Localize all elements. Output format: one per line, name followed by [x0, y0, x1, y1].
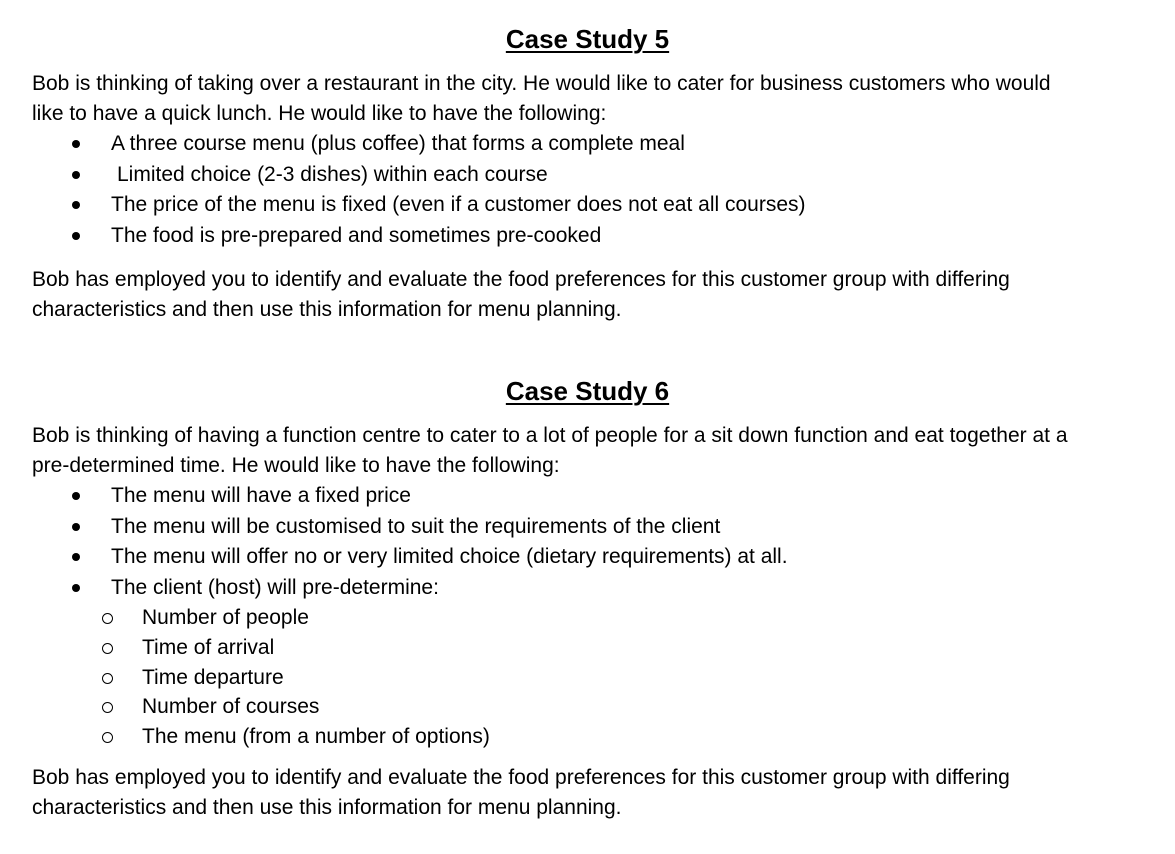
sub-bullet-text: Number of courses [142, 695, 320, 719]
case-study-6-closing-line-2: characteristics and then use this information for menu planning. [32, 795, 622, 819]
sub-bullet-text: Number of people [142, 606, 309, 629]
bullet-text: The price of the menu is fixed (even if a customer does not eat all courses) [111, 193, 806, 217]
circle-bullet-icon [102, 702, 113, 713]
sub-bullet-text: The menu (from a number of options) [142, 725, 490, 749]
bullet-text: A three course menu (plus coffee) that forms a complete meal [111, 132, 685, 155]
bullet-text: The menu will be customised to suit the requirements of the client [111, 514, 721, 538]
circle-bullet-icon [102, 732, 113, 743]
circle-bullet-icon [102, 613, 113, 624]
case-study-6-closing-line-1: Bob has employed you to identify and evaluate the food preferences for this customer group with differing [32, 766, 1010, 789]
bullet-icon [72, 553, 80, 561]
case-study-6-intro-line-2: pre-determined time. He would like to have the following: [32, 453, 560, 477]
case-study-6-intro-line-1: Bob is thinking of having a function centre to cater to a lot of people for a sit down function and eat together at a [32, 424, 1068, 447]
bullet-text: Limited choice (2-3 dishes) within each course [117, 162, 548, 186]
bullet-text: The food is pre-prepared and sometimes pre-cooked [111, 224, 602, 248]
bullet-text: The menu will have a fixed price [111, 484, 411, 507]
bullet-text: The menu will offer no or very limited choice (dietary requirements) at all. [111, 545, 788, 569]
circle-bullet-icon [102, 673, 113, 684]
bullet-icon [72, 232, 80, 240]
bullet-text: The client (host) will pre-determine: [111, 576, 439, 600]
sub-bullet-text: Time of arrival [142, 635, 275, 659]
case-study-6-title: Case Study 6 [505, 376, 670, 406]
case-study-5-intro [32, 69, 1162, 128]
sub-bullet-text: Time departure [142, 665, 284, 689]
bullet-icon [72, 140, 80, 148]
case-study-5-title: Case Study 5 [505, 24, 670, 54]
case-study-6-closing [32, 763, 1162, 822]
case-study-5-closing-line-2: characteristics and then use this information for menu planning. [32, 297, 622, 321]
case-study-5-closing [32, 265, 1162, 324]
case-study-5-intro-line-2: like to have a quick lunch. He would like to have the following: [32, 101, 607, 125]
bullet-icon [72, 584, 80, 592]
bullet-icon [72, 492, 80, 500]
bullet-icon [72, 201, 80, 209]
case-study-6-intro [32, 421, 1162, 480]
bullet-icon [72, 523, 80, 531]
case-study-5-closing-line-1: Bob has employed you to identify and evaluate the food preferences for this customer group with differing [32, 268, 1010, 291]
case-study-5-intro-line-1: Bob is thinking of taking over a restaurant in the city. He would like to cater for business customers who would [32, 72, 1051, 95]
bullet-icon [72, 171, 80, 179]
circle-bullet-icon [102, 643, 113, 654]
